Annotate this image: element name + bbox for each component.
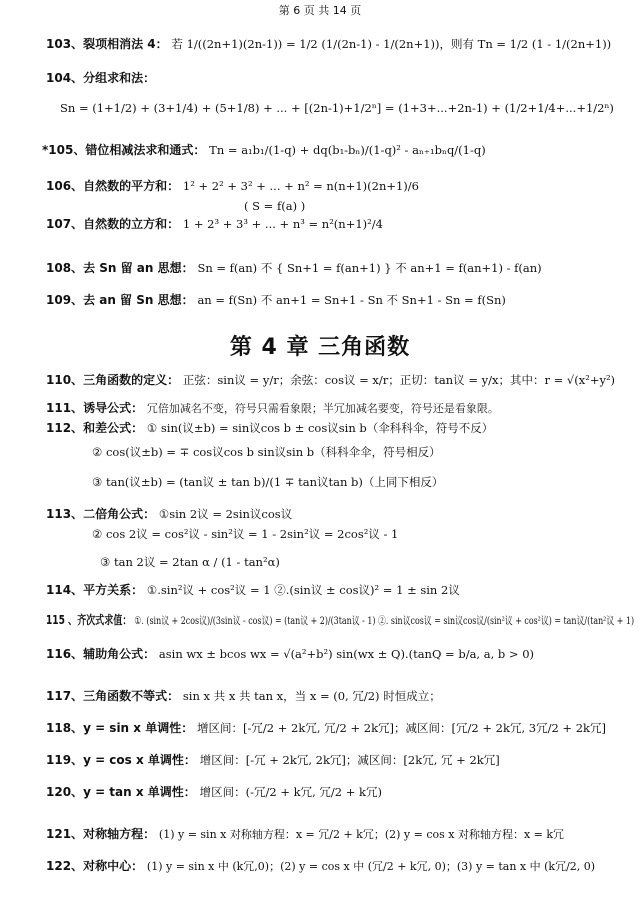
item-number: 104、: [46, 71, 84, 85]
item-title: 齐次式求值：: [77, 613, 132, 627]
item-formula: 增区间：[-冗 + 2k冗, 2k冗]；减区间：[2k冗, 冗 + 2k冗]: [199, 753, 500, 767]
item-104-title: [46, 70, 155, 86]
item-title: 三角函数不等式：: [83, 689, 180, 703]
item-number: 103、: [46, 37, 84, 51]
item-number: 108、: [46, 261, 84, 275]
item-title: 诱导公式：: [83, 401, 144, 415]
item-title: 对称中心：: [83, 859, 144, 873]
item-title: 辅助角公式：: [83, 647, 156, 661]
item-title: y = sin x 单调性：: [83, 721, 194, 735]
item-title: 去 Sn 留 an 思想：: [83, 261, 194, 275]
item-113: [46, 506, 292, 522]
item-number: 106、: [46, 179, 84, 193]
item-108: [46, 260, 542, 276]
item-120: [46, 784, 382, 800]
item-title: 裂项相消法 4：: [83, 37, 168, 51]
item-title: 对称轴方程：: [83, 827, 156, 841]
item-108-aside: [244, 198, 305, 214]
item-106: [46, 178, 419, 194]
item-number: 115 、: [46, 613, 78, 627]
item-formula: asin wx ± bcos wx = √(a²+b²) sin(wx ± Q).(tanQ = b/a, a, b > 0): [158, 647, 535, 661]
item-formula: 增区间：[-冗/2 + 2k冗, 冗/2 + 2k冗]；减区间：[冗/2 + 2k冗, 3冗/2 + 2k冗]: [197, 721, 606, 735]
item-117: [46, 688, 441, 704]
item-number: 109、: [46, 293, 84, 307]
item-formula: ①. (sin议 + 2cos议)/(3sin议 - cos议) = (tan议 + 2)/(3tan议 - 1) ②. sin议cos议 = sin议cos议/(sin²议 + cos²议) = tan议/(tan²议 + 1): [134, 615, 635, 627]
item-107: [46, 216, 383, 232]
item-formula: (1) y = sin x 中 (k冗,0)；(2) y = cos x 中 (冗/2 + k冗, 0)；(3) y = tan x 中 (k冗/2, 0): [146, 860, 596, 873]
item-number: 113、: [46, 507, 84, 521]
item-formula: (1) y = sin x 对称轴方程：x = 冗/2 + k冗；(2) y = cos x 对称轴方程：x = k冗: [158, 828, 565, 841]
item-title: 自然数的立方和：: [83, 217, 180, 231]
item-111: [46, 400, 499, 417]
item-formula: ① sin(议±b) = sin议cos b ± cos议sin b（伞科科伞，符号不反）: [146, 421, 494, 435]
item-title: y = cos x 单调性：: [83, 753, 196, 767]
item-title: 自然数的平方和：: [83, 179, 180, 193]
item-title: 平方关系：: [83, 583, 144, 597]
item-112: [46, 420, 493, 436]
item-number: 112、: [46, 421, 84, 435]
item-title: 二倍角公式：: [83, 507, 156, 521]
item-title: 去 an 留 Sn 思想：: [83, 293, 194, 307]
item-formula: 1² + 2² + 3² + ... + n² = n(n+1)(2n+1)/6: [182, 179, 419, 193]
item-formula: ② cos(议±b) = ∓ cos议cos b sin议sin b（科科伞伞，符号相反）: [92, 445, 441, 459]
item-118: [46, 720, 606, 736]
item-109: [46, 292, 506, 308]
item-title: 三角函数的定义：: [83, 373, 180, 387]
item-number: 114、: [46, 583, 84, 597]
item-115: [46, 612, 634, 629]
item-formula: ③ tan(议±b) = (tan议 ± tan b)/(1 ∓ tan议tan b)（上同下相反）: [92, 475, 444, 489]
item-112-cos: [92, 444, 441, 460]
item-113-cos: [92, 526, 398, 542]
item-122: [46, 858, 595, 875]
item-formula: 增区间：(-冗/2 + k冗, 冗/2 + k冗): [199, 785, 382, 799]
item-119: [46, 752, 500, 768]
item-formula: Tn = a₁b₁/(1-q) + dq(b₁-bₙ)/(1-q)² - aₙ₊₁bₙq/(1-q): [209, 143, 486, 157]
item-104-formula: [60, 100, 614, 116]
item-121: [46, 826, 564, 843]
item-number: 121、: [46, 827, 84, 841]
item-114: [46, 582, 460, 598]
item-number: 117、: [46, 689, 84, 703]
item-formula: 正弦：sin议 = y/r；余弦：cos议 = x/r；正切：tan议 = y/x；其中：r = √(x²+y²): [182, 373, 616, 387]
item-number: *105、: [42, 143, 86, 157]
item-number: 118、: [46, 721, 84, 735]
item-110: [46, 372, 615, 388]
item-number: 111、: [46, 401, 84, 415]
item-113-tan: [100, 554, 280, 570]
item-number: 120、: [46, 785, 84, 799]
item-formula: Sn = (1+1/2) + (3+1/4) + (5+1/8) + ... + [(2n-1)+1/2ⁿ] = (1+3+...+2n-1) + (1/2+1/4+...+1/2ⁿ): [60, 101, 614, 115]
item-formula: ①sin 2议 = 2sin议cos议: [158, 507, 293, 521]
item-number: 119、: [46, 753, 84, 767]
item-105: [42, 142, 486, 158]
item-103: [46, 36, 611, 52]
item-formula: ② cos 2议 = cos²议 - sin²议 = 1 - 2sin²议 = 2cos²议 - 1: [92, 527, 399, 541]
chapter-title: 第 4 章 三角函数: [229, 335, 411, 360]
item-number: 107、: [46, 217, 84, 231]
item-formula: ③ tan 2议 = 2tan α / (1 - tan²α): [100, 555, 280, 569]
item-formula: Sn = f(an) 不 { Sn+1 = f(an+1) } 不 an+1 = f(an+1) - f(an): [197, 261, 542, 275]
page-header: 第 6 页 共 14 页: [278, 4, 362, 17]
item-formula: 冗倍加减名不变，符号只需看象限；半冗加减名要变，符号还是看象限。: [146, 402, 499, 415]
item-number: 122、: [46, 859, 84, 873]
item-112-tan: [92, 474, 443, 490]
item-formula: ①.sin²议 + cos²议 = 1 ②.(sin议 ± cos议)² = 1 ± sin 2议: [146, 583, 460, 597]
item-formula: 若 1/((2n+1)(2n-1)) = 1/2 (1/(2n-1) - 1/(2n+1))，则有 Tn = 1/2 (1 - 1/(2n+1)): [171, 37, 612, 51]
item-116: [46, 646, 534, 662]
item-title: 错位相减法求和通式：: [85, 143, 206, 157]
item-number: 110、: [46, 373, 84, 387]
item-title: y = tan x 单调性：: [83, 785, 196, 799]
item-aside: ( S = f(a) ): [244, 199, 306, 213]
item-title: 分组求和法：: [83, 71, 156, 85]
item-title: 和差公式：: [83, 421, 144, 435]
item-formula: 1 + 2³ + 3³ + ... + n³ = n²(n+1)²/4: [182, 217, 383, 231]
item-formula: sin x 共 x 共 tan x，当 x = (0, 冗/2) 时恒成立；: [182, 689, 441, 703]
item-number: 116、: [46, 647, 84, 661]
item-formula: an = f(Sn) 不 an+1 = Sn+1 - Sn 不 Sn+1 - Sn = f(Sn): [197, 293, 506, 307]
